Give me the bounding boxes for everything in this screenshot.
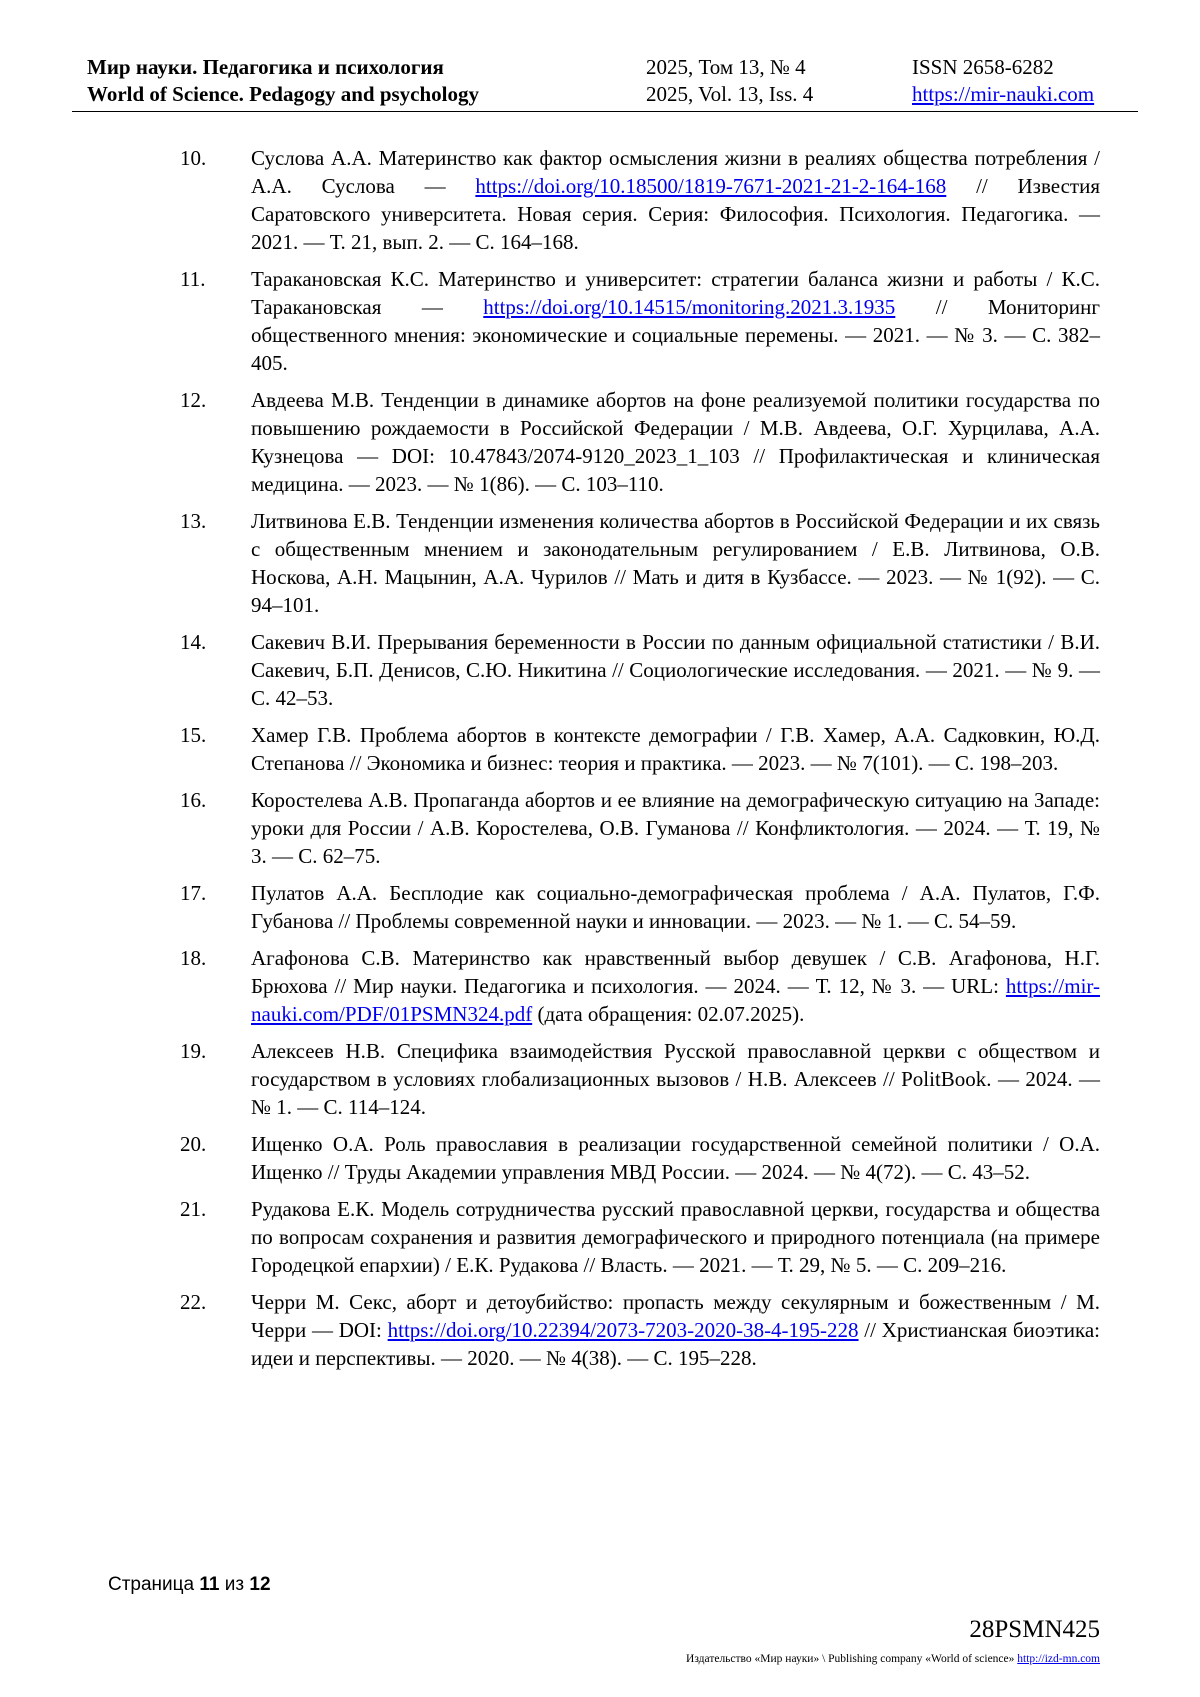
reference-number: 14.: [180, 630, 207, 654]
reference-item: [180, 721, 1100, 777]
reference-text-before: Таракановская К.С. Материнство и университет: стратегии баланса жизни и работы / К.С. Таракановская —: [251, 267, 1100, 319]
reference-item: [180, 1130, 1100, 1186]
page-header: [72, 52, 1138, 112]
reference-text: [251, 1037, 1100, 1121]
reference-text: [251, 386, 1100, 498]
page-current: 11: [199, 1574, 220, 1595]
reference-number: 15.: [180, 723, 207, 747]
page-counter: [108, 1574, 271, 1596]
publisher-name: Издательство «Мир науки» \ Publishing company «World of science»: [686, 1653, 1015, 1665]
reference-number: 19.: [180, 1039, 207, 1063]
reference-item: [180, 144, 1100, 256]
reference-number: 10.: [180, 146, 207, 170]
reference-item: [180, 386, 1100, 498]
reference-number: 12.: [180, 388, 207, 412]
journal-site-link[interactable]: https://mir-nauki.com: [912, 82, 1095, 106]
reference-text-before: Агафонова С.В. Материнство как нравственный выбор девушек / С.В. Агафонова, Н.Г. Брюхова // Мир науки. Педагогика и психология. — 2024. — Т. 12, № 3. — URL:: [251, 946, 1100, 998]
reference-text: [251, 786, 1100, 870]
reference-item: [180, 1195, 1100, 1279]
reference-text: [251, 628, 1100, 712]
reference-text-before: Сакевич В.И. Прерывания беременности в России по данным официальной статистики / В.И. Сакевич, Б.П. Денисов, С.Ю. Никитина // Социологические исследования. — 2021. — № 9. — С. 42–53.: [251, 630, 1100, 710]
reference-text-before: Суслова А.А. Материнство как фактор осмысления жизни в реалиях общества потребления / А.А. Суслова —: [251, 146, 1100, 198]
publisher-link[interactable]: http://izd-mn.com: [1017, 1653, 1100, 1665]
page-label: Страница: [108, 1574, 195, 1595]
issue-en: 2025, Vol. 13, Iss. 4: [646, 82, 814, 106]
reference-item: [180, 786, 1100, 870]
article-code: 28PSMN425: [969, 1616, 1100, 1643]
reference-text: [251, 507, 1100, 619]
reference-item: [180, 879, 1100, 935]
reference-item: [180, 628, 1100, 712]
reference-number: 13.: [180, 509, 207, 533]
reference-item: [180, 507, 1100, 619]
reference-text-before: Рудакова Е.К. Модель сотрудничества русский православной церкви, государства и общества по вопросам сохранения и развития демографического и природного потенциала (на примере Городецкой епархии) / Е.К. Рудакова // Власть. — 2021. — Т. 29, № 5. — С. 209–216.: [251, 1197, 1100, 1277]
reference-text-before: Коростелева А.В. Пропаганда абортов и ее влияние на демографическую ситуацию на Западе: уроки для России / А.В. Коростелева, О.В. Гуманова // Конфликтология. — 2024. — Т. 19, № 3. — С. 62–75.: [251, 788, 1100, 868]
reference-text: [251, 144, 1100, 256]
reference-text-before: Алексеев Н.В. Специфика взаимодействия Русской православной церкви с обществом и государством в условиях глобализационных вызовов / Н.В. Алексеев // PolitBook. — 2024. — № 1. — С. 114–124.: [251, 1039, 1100, 1119]
publisher-line: [686, 1653, 1100, 1665]
reference-item: [180, 265, 1100, 377]
page-total: 12: [249, 1574, 271, 1595]
reference-text: [251, 1288, 1100, 1372]
issn-block: [912, 54, 1094, 108]
reference-number: 20.: [180, 1132, 207, 1156]
reference-text-before: Ищенко О.А. Роль православия в реализации государственной семейной политики / О.А. Ищенко // Труды Академии управления МВД России. — 2024. — № 4(72). — С. 43–52.: [251, 1132, 1100, 1184]
reference-text: [251, 265, 1100, 377]
reference-text-after: (дата обращения: 02.07.2025).: [532, 1002, 805, 1026]
reference-item: [180, 1037, 1100, 1121]
page-of: из: [224, 1574, 245, 1595]
reference-text: [251, 1195, 1100, 1279]
reference-text-before: Авдеева М.В. Тенденции в динамике абортов на фоне реализуемой политики государства по повышению рождаемости в Российской Федерации / М.В. Авдеева, О.Г. Хурцилава, А.А. Кузнецова — DOI: 10.47843/2074-9120_2023_1_103 // Профилактическая и клиническая медицина. — 2023. — № 1(86). — С. 103–110.: [251, 388, 1100, 496]
reference-link[interactable]: https://mir-nauki.com/PDF/01PSMN324.pdf: [251, 974, 1100, 1026]
issue-block: [646, 54, 813, 108]
reference-text: [251, 944, 1100, 1028]
reference-number: 18.: [180, 946, 207, 970]
reference-text-after: // Христианская биоэтика: идеи и перспективы. — 2020. — № 4(38). — С. 195–228.: [251, 1318, 1100, 1370]
reference-list: [180, 144, 1100, 1381]
reference-number: 21.: [180, 1197, 207, 1221]
reference-number: 22.: [180, 1290, 207, 1314]
reference-text-before: Пулатов А.А. Бесплодие как социально-демографическая проблема / А.А. Пулатов, Г.Ф. Губанова // Проблемы современной науки и инновации. — 2023. — № 1. — С. 54–59.: [251, 881, 1100, 933]
reference-text-after: // Мониторинг общественного мнения: экономические и социальные перемены. — 2021. — № 3. — С. 382–405.: [251, 295, 1100, 375]
reference-text: [251, 879, 1100, 935]
reference-number: 17.: [180, 881, 207, 905]
reference-link[interactable]: https://doi.org/10.14515/monitoring.2021.3.1935: [483, 295, 896, 319]
reference-text-before: Литвинова Е.В. Тенденции изменения количества абортов в Российской Федерации и их связь с общественным мнением и законодательным регулированием / Е.В. Литвинова, О.В. Носкова, А.Н. Мацынин, А.А. Чурилов // Мать и дитя в Кузбассе. — 2023. — № 1(92). — С. 94–101.: [251, 509, 1100, 617]
journal-title-en: World of Science. Pedagogy and psychology: [87, 82, 480, 106]
reference-text-after: // Известия Саратовского университета. Новая серия. Серия: Философия. Психология. Педагогика. — 2021. — Т. 21, вып. 2. — С. 164–168.: [251, 174, 1100, 254]
reference-item: [180, 944, 1100, 1028]
reference-link[interactable]: https://doi.org/10.18500/1819-7671-2021-21-2-164-168: [475, 174, 947, 198]
issue-ru: 2025, Том 13, № 4: [646, 55, 806, 79]
reference-text: [251, 1130, 1100, 1186]
reference-number: 11.: [180, 267, 206, 291]
journal-title-ru: Мир науки. Педагогика и психология: [87, 55, 444, 79]
reference-number: 16.: [180, 788, 207, 812]
reference-link[interactable]: https://doi.org/10.22394/2073-7203-2020-38-4-195-228: [387, 1318, 859, 1342]
reference-item: [180, 1288, 1100, 1372]
reference-text-before: Хамер Г.В. Проблема абортов в контексте демографии / Г.В. Хамер, А.А. Садковкин, Ю.Д. Степанова // Экономика и бизнес: теория и практика. — 2023. — № 7(101). — С. 198–203.: [251, 723, 1100, 775]
journal-title-block: [87, 54, 479, 108]
reference-text: [251, 721, 1100, 777]
issn: ISSN 2658-6282: [912, 55, 1054, 79]
reference-text-before: Черри М. Секс, аборт и детоубийство: пропасть между секулярным и божественным / М. Черри — DOI:: [251, 1290, 1100, 1342]
